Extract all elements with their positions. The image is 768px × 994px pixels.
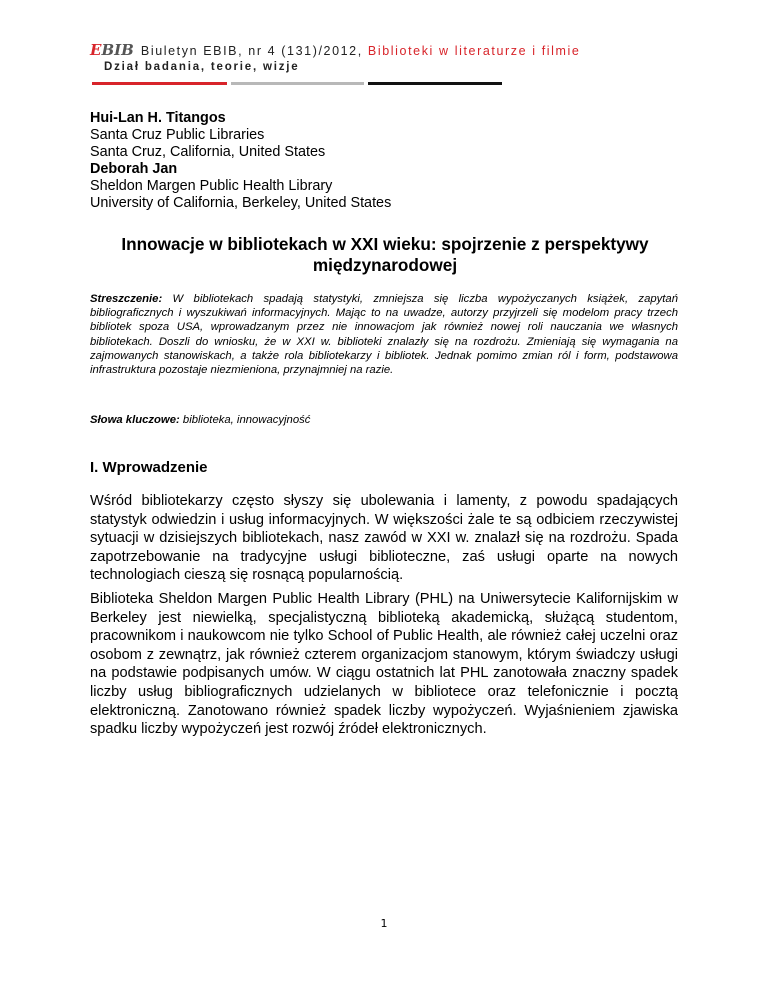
author-name: Deborah Jan [90,161,178,177]
keywords-label: Słowa kluczowe: [90,414,180,426]
author-affiliation: University of California, Berkeley, United States [90,195,392,211]
abstract-text: W bibliotekach spadają statystyki, zmniejsza się liczba wypożyczanych książek, zapytań bibliograficznych i wyszukiwań informacyjnych. Mając to na uwadze, autorzy przyjrzeli się modelom pracy trzech bibliotek spoza USA, wprowadzanym przez nie innowacjom jak również nowej roli nauczania we własnych bibliotekach. Doszli do wniosku, że w XXI w. biblioteki znalazły się na rozdrożu. Zmieniają się wymagania na zajmowanych stanowiskach, a także rola bibliotekarzy i bibliotek. Jednak pomimo zmian ról i form, podstawowa infrastruktura pozostaje niezmieniona, przynajmniej na razie. [90,293,678,377]
page-number: 1 [380,917,388,930]
section-heading: I. Wprowadzenie [90,459,208,476]
running-header [90,43,650,75]
abstract-label: Streszczenie: [90,293,163,305]
header-department: Dział badania, teorie, wizje [104,61,300,73]
header-journal-line [90,43,650,59]
header-rule [92,82,502,86]
header-rule-dark [368,82,502,85]
keywords [90,414,310,426]
author-affiliation: Santa Cruz, California, United States [90,144,326,160]
author-block [90,110,391,212]
body-paragraph: Biblioteka Sheldon Margen Public Health Library (PHL) na Uniwersytecie Kalifornijskim w Berkeley jest niewielką, specjalistyczną biblioteką akademicką, służącą studentom, pracownikom i naukowcom nie tylko School of Public Health, ale również całej uczelni oraz osobom z zewnątrz, jak również czterem organizacjom stanowym, którym świadczy usługi na podstawie podpisanych umów. W ciągu ostatnich lat PHL zanotowała znaczny spadek liczby usług bibliograficznych udzielanych w bibliotece oraz telefonicznie i pocztą elektroniczną. Zanotowano również spadek liczby wypożyczeń. Wyjaśnieniem zjawiska spadku liczby wypożyczeń jest rozwój źródeł elektronicznych. [90,591,678,738]
article-title: Innowacje w bibliotekach w XXI wieku: spojrzenie z perspektywy międzynarodowej [121,234,649,275]
author-affiliation: Santa Cruz Public Libraries [90,127,265,143]
journal-issue: Biuletyn EBIB, nr 4 (131)/2012, [140,44,363,58]
abstract [90,292,678,377]
author-name: Hui-Lan H. Titangos [90,110,226,126]
keywords-text: biblioteka, innowacyjność [182,414,311,426]
header-rule-grey [231,82,364,85]
author-affiliation: Sheldon Margen Public Health Library [90,178,333,194]
journal-section: Biblioteki w literaturze i filmie [367,44,581,58]
body-paragraph: Wśród bibliotekarzy często słyszy się ubolewania i lamenty, z powodu spadających statystyk odwiedzin i usług informacyjnych. W większości żale te są odbiciem rzeczywistej sytuacji w dzisiejszych bibliotekach, nasz zawód w XXI w. znalazł się na rozdrożu. Spada zapotrzebowanie na tradycyjne usługi biblioteczne, zaś usługi oparte na nowych technologiach cieszą się rosnącą popularnością. [90,493,678,584]
ebib-logo: EBIB [90,41,134,59]
header-rule-red [92,82,227,85]
